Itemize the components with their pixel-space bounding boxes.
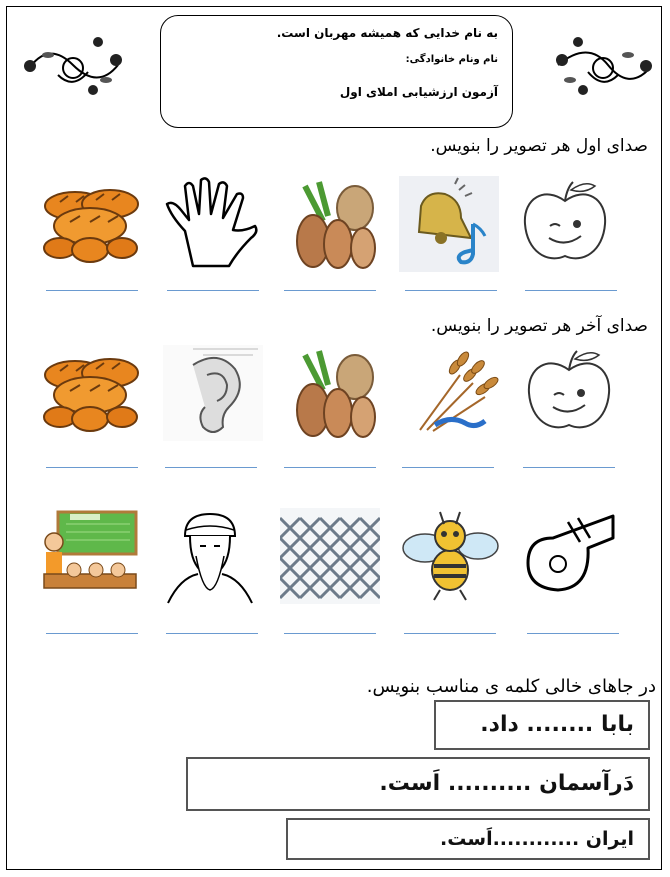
bread-icon [40,345,140,441]
answer-line[interactable] [404,633,496,634]
answer-line[interactable] [165,467,257,468]
fill-blank-sentence-3[interactable]: ایران ............اَست. [286,818,650,860]
bread-icon [40,176,140,272]
classroom-icon [40,508,140,604]
answer-line[interactable] [527,633,619,634]
wheat-icon [405,345,505,441]
answer-line[interactable] [523,467,615,468]
fence-icon [280,508,380,604]
section2-instruction: صدای آخر هر تصویر را بنویس. [430,316,648,336]
answer-line[interactable] [405,290,497,291]
answer-line[interactable] [525,290,617,291]
answer-line[interactable] [46,633,138,634]
answer-line[interactable] [284,467,376,468]
header-box [160,15,513,128]
almond-icon [283,176,383,272]
answer-line[interactable] [46,290,138,291]
header-bismillah: به نام خدایی که همیشه مهربان است. [276,26,498,40]
answer-line[interactable] [46,467,138,468]
apple-icon [515,176,615,272]
exam-title: آزمون ارزشیابی املای اول [339,85,498,99]
section1-instruction: صدای اول هر تصویر را بنویس. [430,136,648,156]
floral-ornament-right-icon [548,30,658,100]
answer-line[interactable] [166,633,258,634]
almond-icon [283,345,383,441]
floral-ornament-left-icon [18,30,128,100]
answer-line[interactable] [167,290,259,291]
section4-instruction: در جاهای خالی کلمه ی مناسب بنویس. [366,676,656,697]
fill-blank-sentence-1[interactable]: بابا ........ داد. [434,700,650,750]
student-name-label: نام ونام خانوادگی: [405,54,498,65]
whistle-icon [518,508,618,604]
cleric-icon [160,508,260,604]
answer-line[interactable] [402,467,494,468]
hand-icon [163,176,263,272]
answer-line[interactable] [284,633,376,634]
bee-icon [400,508,500,604]
apple-icon [519,345,619,441]
fill-blank-sentence-2[interactable]: دَرآسمان .......... اَست. [186,757,650,811]
ear-icon [163,345,263,441]
bell-icon [399,176,499,272]
answer-line[interactable] [284,290,376,291]
